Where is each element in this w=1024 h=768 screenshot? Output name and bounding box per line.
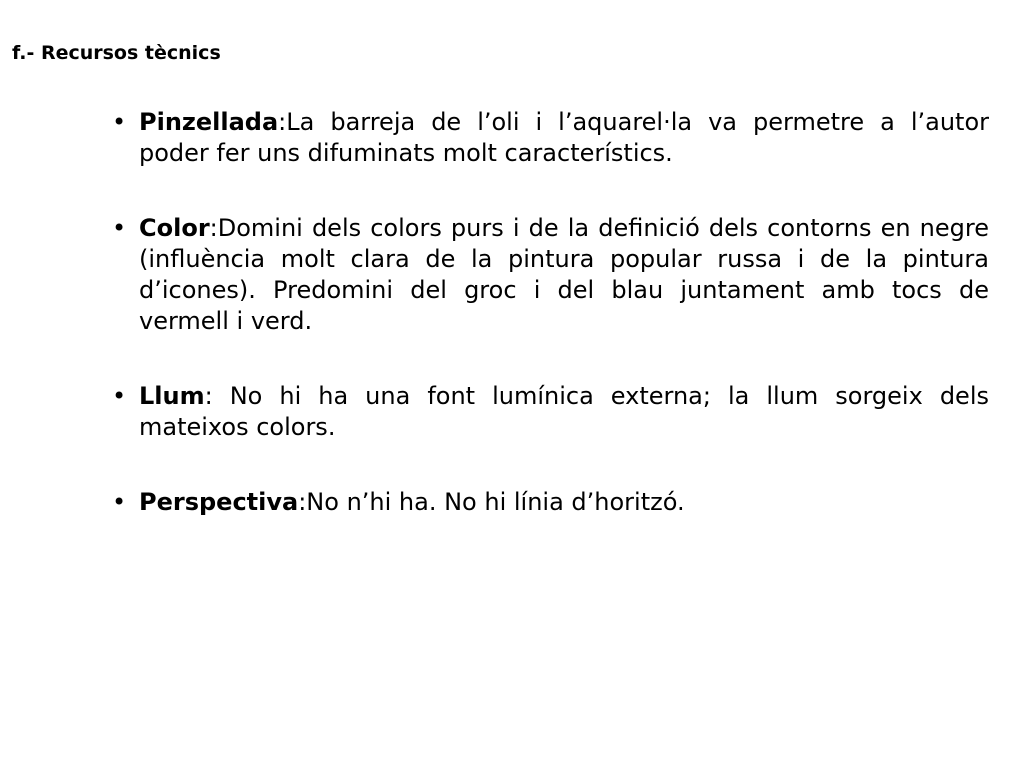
- bullet-term: Llum: [139, 382, 205, 410]
- bullet-item-color: [112, 213, 989, 337]
- bullet-text: : No hi ha una font lumínica externa; la llum sorgeix dels mateixos colors.: [139, 382, 989, 441]
- bullet-text: :La barreja de l’oli i l’aquarel·la va permetre a l’autor poder fer uns difuminats molt característics.: [139, 108, 989, 167]
- bullet-list: [112, 107, 989, 562]
- bullet-item-perspectiva: [112, 487, 989, 518]
- bullet-term: Perspectiva: [139, 488, 299, 516]
- bullet-icon: •: [112, 108, 127, 136]
- bullet-icon: •: [112, 214, 127, 242]
- bullet-icon: •: [112, 382, 127, 410]
- bullet-icon: •: [112, 488, 127, 516]
- bullet-text: :No n’hi ha. No hi línia d’horitzó.: [298, 488, 685, 516]
- bullet-term: Color: [139, 214, 210, 242]
- bullet-item-pinzellada: [112, 107, 989, 169]
- bullet-text: :Domini dels colors purs i de la definició dels contorns en negre (influència molt clara de la pintura popular russa i de la pintura d’icones). Predomini del groc i del blau juntament amb tocs de vermell i verd.: [139, 214, 989, 335]
- bullet-term: Pinzellada: [139, 108, 279, 136]
- bullet-item-llum: [112, 381, 989, 443]
- section-heading: f.- Recursos tècnics: [12, 42, 221, 64]
